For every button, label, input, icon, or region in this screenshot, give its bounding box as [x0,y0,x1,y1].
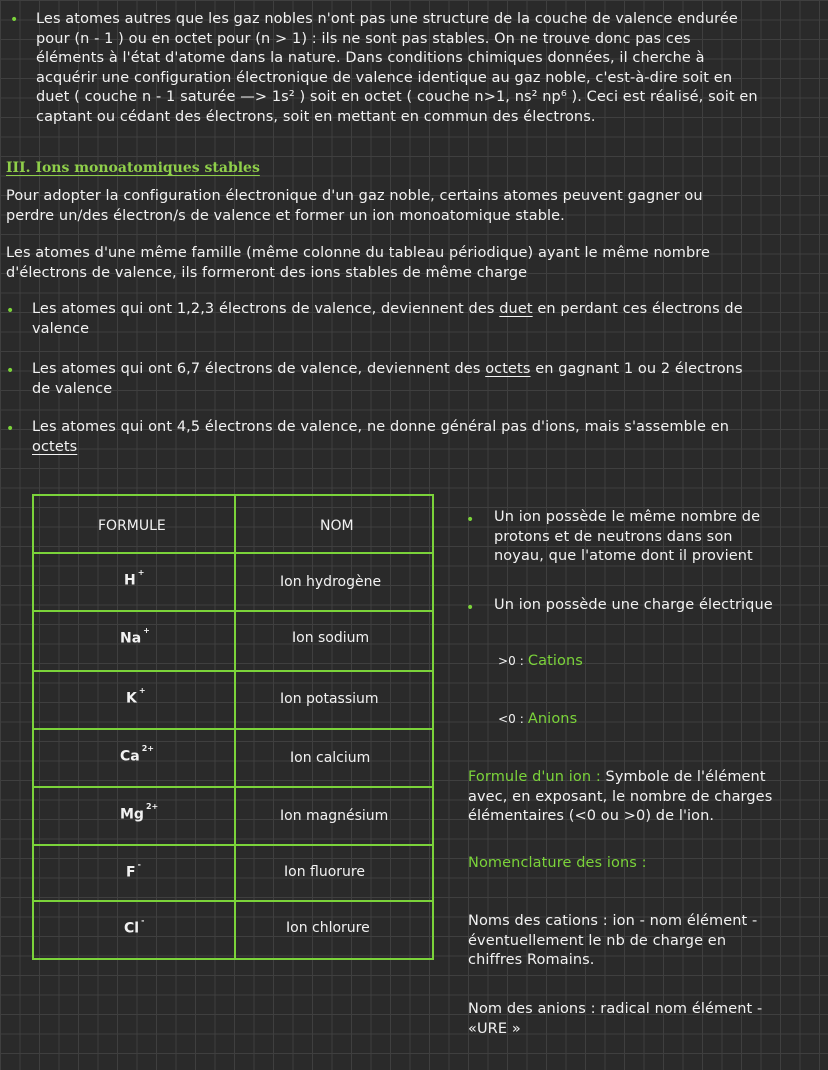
table-header-name: NOM [320,518,354,534]
keyword-octets: octets [485,361,531,377]
note-line: protons et de neutrons dans son [494,528,733,545]
ion-formula: Na+ [120,626,150,647]
bullet-text: valence [32,320,90,337]
paragraph-line: Les atomes d'une même famille (même colonne du tableau périodique) ayant le même nombre [6,245,711,261]
note-line: Nom des anions : radical nom élément - [468,1001,763,1017]
note-line: Un ion possède le même nombre de [494,509,761,525]
table-header-formula: FORMULE [98,518,166,534]
keyword-octets: octets [32,438,78,455]
ion-formula: Cl- [124,916,145,937]
ion-name: Ion fluorure [284,864,365,880]
note-ion-definition [494,508,814,567]
bullet-text: Les atomes qui ont 6,7 électrons de valence, deviennent des [32,361,486,377]
section-title: III. Ions monoatomiques stables [6,160,260,176]
bullet-dot: • [6,363,15,379]
bullet-text: en perdant ces électrons de [532,301,743,317]
note-cation-names [468,912,818,971]
table-divider [34,610,432,612]
note-ion-formula [468,768,818,827]
table-divider [234,496,236,958]
ion-name: Ion magnésium [280,808,389,824]
intro-line: acquérir une configuration électronique de valence identique au gaz noble, c'est-à-dire soit en [36,69,733,86]
ion-formula: $Ca^{2+}$ [120,744,155,765]
table-divider [34,728,432,730]
table-divider [34,670,432,672]
note-line: «URE » [468,1020,521,1037]
paragraph-gas-noble [6,187,816,226]
keyword-duet: duet [499,301,533,317]
bullet-dot: • [6,421,15,437]
label-formula: Formule d'un ion : [468,769,601,785]
ion-formula: K+ [126,686,146,707]
note-line: Noms des cations : ion - nom élément - [468,913,758,929]
table-divider [34,552,432,554]
note-anions [498,710,577,730]
intro-line: duet ( couche n - 1 saturée —> 1s² ) soit en octet ( couche n>1, ns² np⁶ ). Ceci est réalisé, soit en [36,89,758,105]
note-ion-charge: Un ion possède une charge électrique [494,597,773,613]
bullet-text: Les atomes qui ont 1,2,3 électrons de valence, deviennent des [32,301,500,317]
bullet-dot: • [6,303,15,319]
paragraph-line: Pour adopter la configuration électronique d'un gaz noble, certains atomes peuvent gagner ou [6,188,703,204]
ion-name: Ion sodium [292,630,370,646]
note-line: avec, en exposant, le nombre de charges [468,788,773,805]
bullet-text: Les atomes qui ont 4,5 électrons de valence, ne donne général pas d'ions, mais s'assemble en [32,419,730,435]
table-divider [34,900,432,902]
bullet-text: de valence [32,380,113,397]
table-divider [34,844,432,846]
intro-line: captant ou cédant des électrons, soit en mettant en commun des électrons. [36,108,596,125]
bullet-octets [32,360,816,399]
bullet-duet [32,300,816,339]
ion-table [32,494,434,960]
label-anions: Anions [527,711,578,727]
bullet-text: en gagnant 1 ou 2 électrons [530,361,743,377]
intro-paragraph [36,10,816,127]
table-divider [34,786,432,788]
bullet-dot: • [466,600,475,616]
bullet-dot: • [10,12,19,28]
note-line: noyau, que l'atome dont il provient [494,548,753,564]
bullet-dot: • [466,512,475,528]
intro-line: pour (n - 1 ) ou en octet pour (n > 1) : ils ne sont pas stables. On ne trouve donc pas ces [36,30,691,47]
sign-positive: >0 : [498,654,528,668]
ion-name: Ion potassium [280,691,379,707]
note-line: élémentaires (<0 ou >0) de l'ion. [468,808,715,824]
paragraph-line: d'électrons de valence, ils formeront des ions stables de même charge [6,264,528,281]
ion-name: Ion hydrogène [280,574,382,590]
paragraph-same-family [6,244,816,283]
note-anion-names [468,1000,818,1039]
sign-negative: <0 : [498,712,528,726]
ion-formula: F- [126,860,141,881]
note-line: éventuellement le nb de charge en [468,932,727,949]
bullet-no-ions [32,418,816,457]
note-line: Symbole de l'élément [600,769,766,785]
ion-formula: $Mg^{2+}$ [120,802,159,823]
intro-line: Les atomes autres que les gaz nobles n'ont pas une structure de la couche de valence endurée [36,11,738,27]
label-cations: Cations [527,653,583,669]
ion-name: Ion calcium [290,750,371,766]
label-nomenclature: Nomenclature des ions : [468,855,647,871]
ion-name: Ion chlorure [286,920,370,936]
paragraph-line: perdre un/des électron/s de valence et former un ion monoatomique stable. [6,207,565,224]
note-line: chiffres Romains. [468,952,595,968]
note-cations [498,652,583,672]
intro-line: éléments à l'état d'atome dans la nature. Dans conditions chimiques données, il cherche à [36,50,705,66]
ion-formula: H+ [124,568,145,589]
